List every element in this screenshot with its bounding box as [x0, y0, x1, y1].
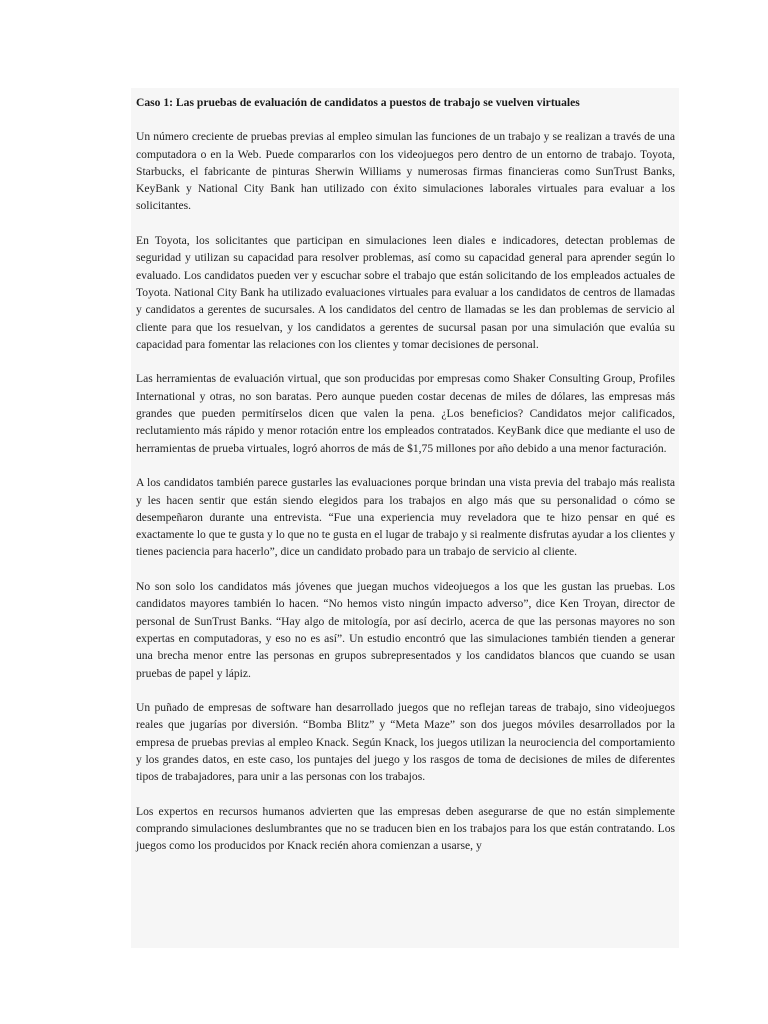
paragraph-5: No son solo los candidatos más jóvenes que juegan muchos videojuegos a los que les gustan las pruebas. Los candidatos mayores también lo hacen. “No hemos visto ningún impacto adverso”, dice Ken Troyan, director de personal de SunTrust Banks. “Hay algo de mitología, por así decirlo, acerca de que las personas mayores no son expertas en computadoras, y eso no es así”. Un estudio encontró que las simulaciones también tienden a generar una brecha menor entre las personas en grupos subrepresentados y los candidatos blancos que cuando se usan pruebas de papel y lápiz.: [136, 580, 675, 680]
paragraph-4: A los candidatos también parece gustarles las evaluaciones porque brindan una vista previa del trabajo más realista y les hacen sentir que están siendo elegidos para los trabajos en algo más que su personalidad o cómo se desempeñaron durante una entrevista. “Fue una experiencia muy reveladora que te hizo pensar en qué es exactamente lo que te gusta y lo que no te gusta en el lugar de trabajo y si realmente disfrutas ayudar a los clientes y tienes paciencia para hacerlo”, dice un candidato probado para un trabajo de servicio al cliente.: [136, 476, 675, 559]
paragraph-1: Un número creciente de pruebas previas al empleo simulan las funciones de un trabajo y se realizan a través de una computadora o en la Web. Puede compararlos con los videojuegos pero dentro de un entorno de trabajo. Toyota, Starbucks, el fabricante de pinturas Sherwin Williams y numerosas firmas financieras como SunTrust Banks, KeyBank y National City Bank han utilizado con éxito simulaciones laborales virtuales para evaluar a los solicitantes.: [136, 130, 675, 213]
paragraph-3: Las herramientas de evaluación virtual, que son producidas por empresas como Shaker Consulting Group, Profiles International y otras, no son baratas. Pero aunque pueden costar decenas de miles de dólares, las empresas más grandes que pueden permitírselos dicen que valen la pena. ¿Los beneficios? Candidatos mejor calificados, reclutamiento más rápido y menor rotación entre los empleados contratados. KeyBank dice que mediante el uso de herramientas de prueba virtuales, logró ahorros de más de $1,75 millones por año debido a una menor facturación.: [136, 372, 675, 455]
paragraph-6: Un puñado de empresas de software han desarrollado juegos que no reflejan tareas de trabajo, sino videojuegos reales que jugarías por diversión. “Bomba Blitz” y “Meta Maze” son dos juegos móviles desarrollados por la empresa de pruebas previas al empleo Knack. Según Knack, los juegos utilizan la neurociencia del comportamiento y los grandes datos, en este caso, los puntajes del juego y los rasgos de toma de decisiones de miles de diferentes tipos de trabajadores, para unir a las personas con los trabajos.: [136, 701, 675, 784]
document-page: [131, 88, 679, 948]
document-title: Caso 1: Las pruebas de evaluación de candidatos a puestos de trabajo se vuelven virtuales: [136, 96, 580, 109]
paragraph-7: Los expertos en recursos humanos advierten que las empresas deben asegurarse de que no están simplemente comprando simulaciones deslumbrantes que no se traducen bien en los trabajos para los que están contratando. Los juegos como los producidos por Knack recién ahora comienzan a usarse, y: [136, 804, 675, 853]
document-body: [136, 94, 675, 855]
paragraph-2: En Toyota, los solicitantes que participan en simulaciones leen diales e indicadores, detectan problemas de seguridad y utilizan su capacidad para resolver problemas, así como su capacidad general para aprender según lo evaluado. Los candidatos pueden ver y escuchar sobre el trabajo que están solicitando de los empleados actuales de Toyota. National City Bank ha utilizado evaluaciones virtuales para evaluar a los candidatos de centros de llamadas y candidatos a gerentes de sucursales. A los candidatos del centro de llamadas se les dan problemas de servicio al cliente para que los resuelvan, y los candidatos a gerentes de sucursal pasan por una simulación que evalúa su capacidad para fomentar las relaciones con los clientes y tomar decisiones de personal.: [136, 234, 675, 351]
